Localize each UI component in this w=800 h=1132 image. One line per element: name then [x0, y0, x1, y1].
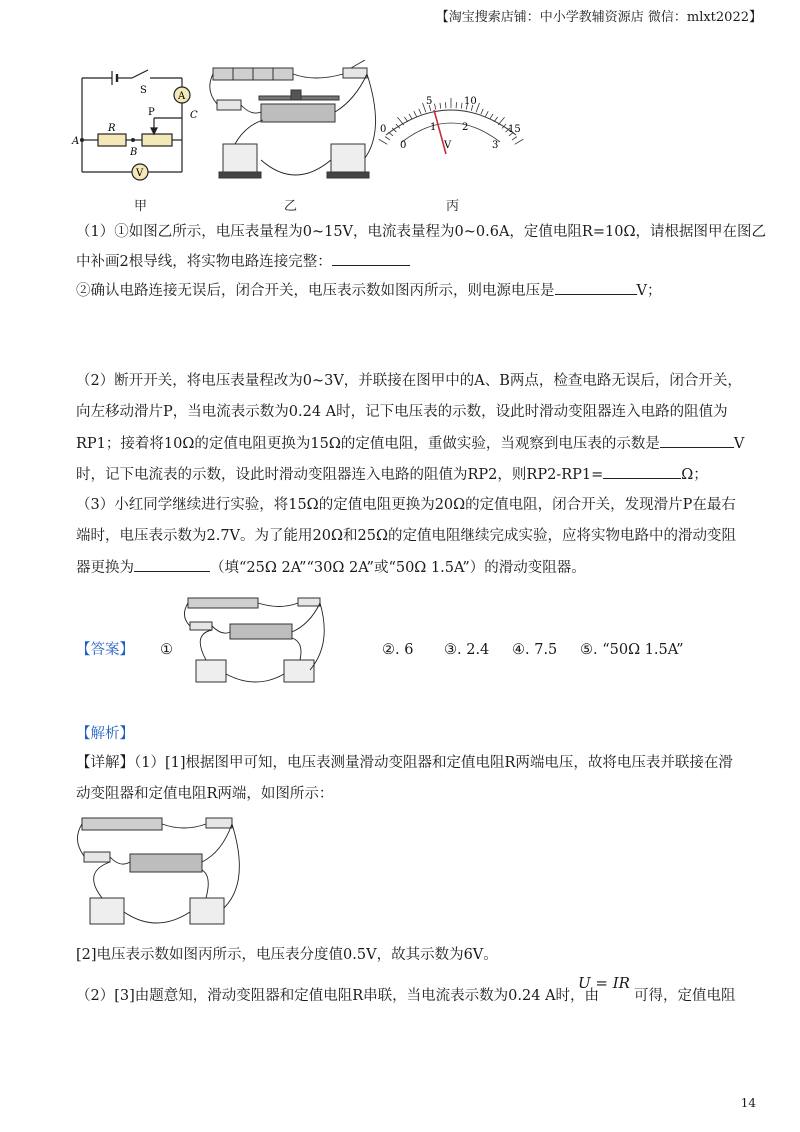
- ammeter-label: A: [178, 91, 186, 102]
- dial-tick: [379, 139, 388, 144]
- dial-tick: [397, 117, 403, 125]
- dial-bottom-3: 3: [492, 140, 499, 151]
- detail-label: 【详解】: [76, 755, 134, 771]
- q1-line3b: V；: [636, 283, 662, 299]
- q3-line3a: 器更换为: [76, 560, 134, 576]
- dial-tick: [435, 104, 436, 110]
- dial-bottom-0: 0: [400, 140, 407, 151]
- answer-apparatus-figure: [180, 594, 330, 690]
- page-header: 【淘宝搜索店铺：中小学教辅资源店 微信：mlxt2022】: [435, 10, 762, 25]
- q1-line1: （1）①如图乙所示，电压表量程为0~15V，电流表量程为0~0.6A，定值电阻R=10Ω，请根据图甲在图乙: [76, 224, 766, 240]
- q1-line2-row: [76, 251, 410, 272]
- q2-blank-1: [660, 433, 734, 448]
- apparatus-figure-yi: [205, 60, 385, 188]
- point-c-label: C: [190, 110, 198, 121]
- dial-tick: [414, 111, 417, 116]
- q3-line1: （3）小红同学继续进行实验，将15Ω的定值电阻更换为20Ω的定值电阻，闭合开关，发现滑片P在最右: [76, 497, 736, 513]
- figure-caption-bing: 丙: [446, 199, 460, 214]
- q2-line3a: RP1；接着将10Ω的定值电阻更换为15Ω的定值电阻，重做实验，当观察到电压表的示数是: [76, 436, 660, 452]
- analysis-p3b: 可得，定值电阻: [634, 988, 736, 1004]
- dial-tick: [409, 114, 412, 119]
- q2-line4b: Ω；: [681, 467, 708, 483]
- q2-line2: 向左移动滑片P，当电流表示数为0.24 A时，记下电压表的示数，设此时滑动变阻器连入电路的阻值为: [76, 404, 728, 420]
- q1-line2: 中补画2根导线，将实物电路连接完整：: [76, 254, 332, 270]
- answer-item-4: ④. 7.5: [512, 642, 558, 658]
- dial-tick: [512, 137, 517, 140]
- dial-tick: [388, 132, 393, 136]
- point-a-label: A: [72, 136, 80, 147]
- dial-tick: [419, 109, 421, 114]
- dial-top-10: 10: [464, 96, 477, 107]
- q3-line3b: （填“25Ω 2A”“30Ω 2A”或“50Ω 1.5A”）的滑动变阻器。: [210, 560, 586, 576]
- dial-tick: [461, 103, 462, 109]
- q3-blank-1: [134, 557, 210, 572]
- dial-tick: [485, 111, 488, 116]
- dial-top-5: 5: [426, 96, 433, 107]
- answer-item-1: ①: [160, 642, 173, 658]
- dial-bottom-1: 1: [430, 122, 437, 133]
- analysis-p1a-row: [76, 753, 733, 773]
- figure-caption-yi: 乙: [284, 199, 298, 214]
- circuit-diagram-jia: [70, 62, 210, 192]
- analysis-p1a: （1）[1]根据图甲可知，电压表测量滑动变阻器和定值电阻R两端电压，故将电压表并联接在滑: [134, 755, 733, 771]
- dial-top-15: 15: [508, 124, 521, 135]
- dial-tick: [494, 117, 497, 122]
- q2-line4-row: [76, 464, 708, 485]
- dial-top-0: 0: [380, 124, 387, 135]
- q2-line1: （2）断开开关，将电压表量程改为0~3V，并联接在图甲中的A、B两点，检查电路无误后，闭合开关，: [76, 373, 742, 389]
- dial-bottom-2: 2: [462, 122, 469, 133]
- voltmeter-dial-bing: [376, 90, 526, 165]
- q1-blank-1: [332, 251, 410, 266]
- page-number: 14: [740, 1096, 756, 1110]
- q2-blank-2: [603, 464, 681, 479]
- q3-line3-row: [76, 557, 586, 578]
- answer-item-2: ②. 6: [382, 642, 414, 658]
- q2-line4a: 时，记下电流表的示数，设此时滑动变阻器连入电路的阻值为RP2，则RP2-RP1=: [76, 467, 604, 483]
- figure-caption-jia: 甲: [134, 199, 148, 214]
- analysis-label: 【解析】: [76, 726, 134, 742]
- analysis-apparatus-figure: [72, 812, 242, 934]
- dial-tick: [498, 117, 504, 125]
- slider-label: P: [148, 107, 155, 118]
- dial-tick: [385, 137, 390, 140]
- answer-label: 【答案】: [76, 642, 134, 658]
- dial-tick: [440, 103, 441, 109]
- analysis-p3a: （2）[3]由题意知，滑动变阻器和定值电阻R串联，当电流表示数为0.24 A时，由: [76, 988, 600, 1004]
- point-b-label: B: [130, 147, 138, 158]
- q1-line3a: ②确认电路连接无误后，闭合开关，电压表示数如图丙所示，则电源电压是: [76, 283, 555, 299]
- analysis-p1b: 动变阻器和定值电阻R两端，如图所示：: [76, 786, 334, 802]
- q2-line3-row: [76, 433, 744, 454]
- voltmeter-label: V: [136, 168, 144, 179]
- dial-tick: [404, 117, 407, 122]
- q3-line2: 端时，电压表示数为2.7V。为了能用20Ω和25Ω的定值电阻继续完成实验，应将实物电路中的滑动变阻: [76, 528, 736, 544]
- analysis-p2: [2]电压表示数如图丙所示，电压表分度值0.5V，故其示数为6V。: [76, 947, 498, 963]
- q2-line3b: V: [733, 436, 745, 452]
- formula-u-ir: U = IR: [578, 974, 630, 992]
- q1-line3-row: [76, 280, 661, 301]
- dial-tick: [515, 139, 524, 144]
- dial-unit: V: [444, 140, 452, 151]
- q1-blank-2: [555, 280, 637, 295]
- dial-tick: [481, 109, 483, 114]
- resistor-label: R: [108, 123, 116, 134]
- answer-item-3: ③. 2.4: [444, 642, 490, 658]
- switch-label: S: [140, 85, 147, 96]
- dial-tick: [490, 114, 493, 119]
- answer-item-5: ⑤. “50Ω 1.5A”: [580, 642, 684, 658]
